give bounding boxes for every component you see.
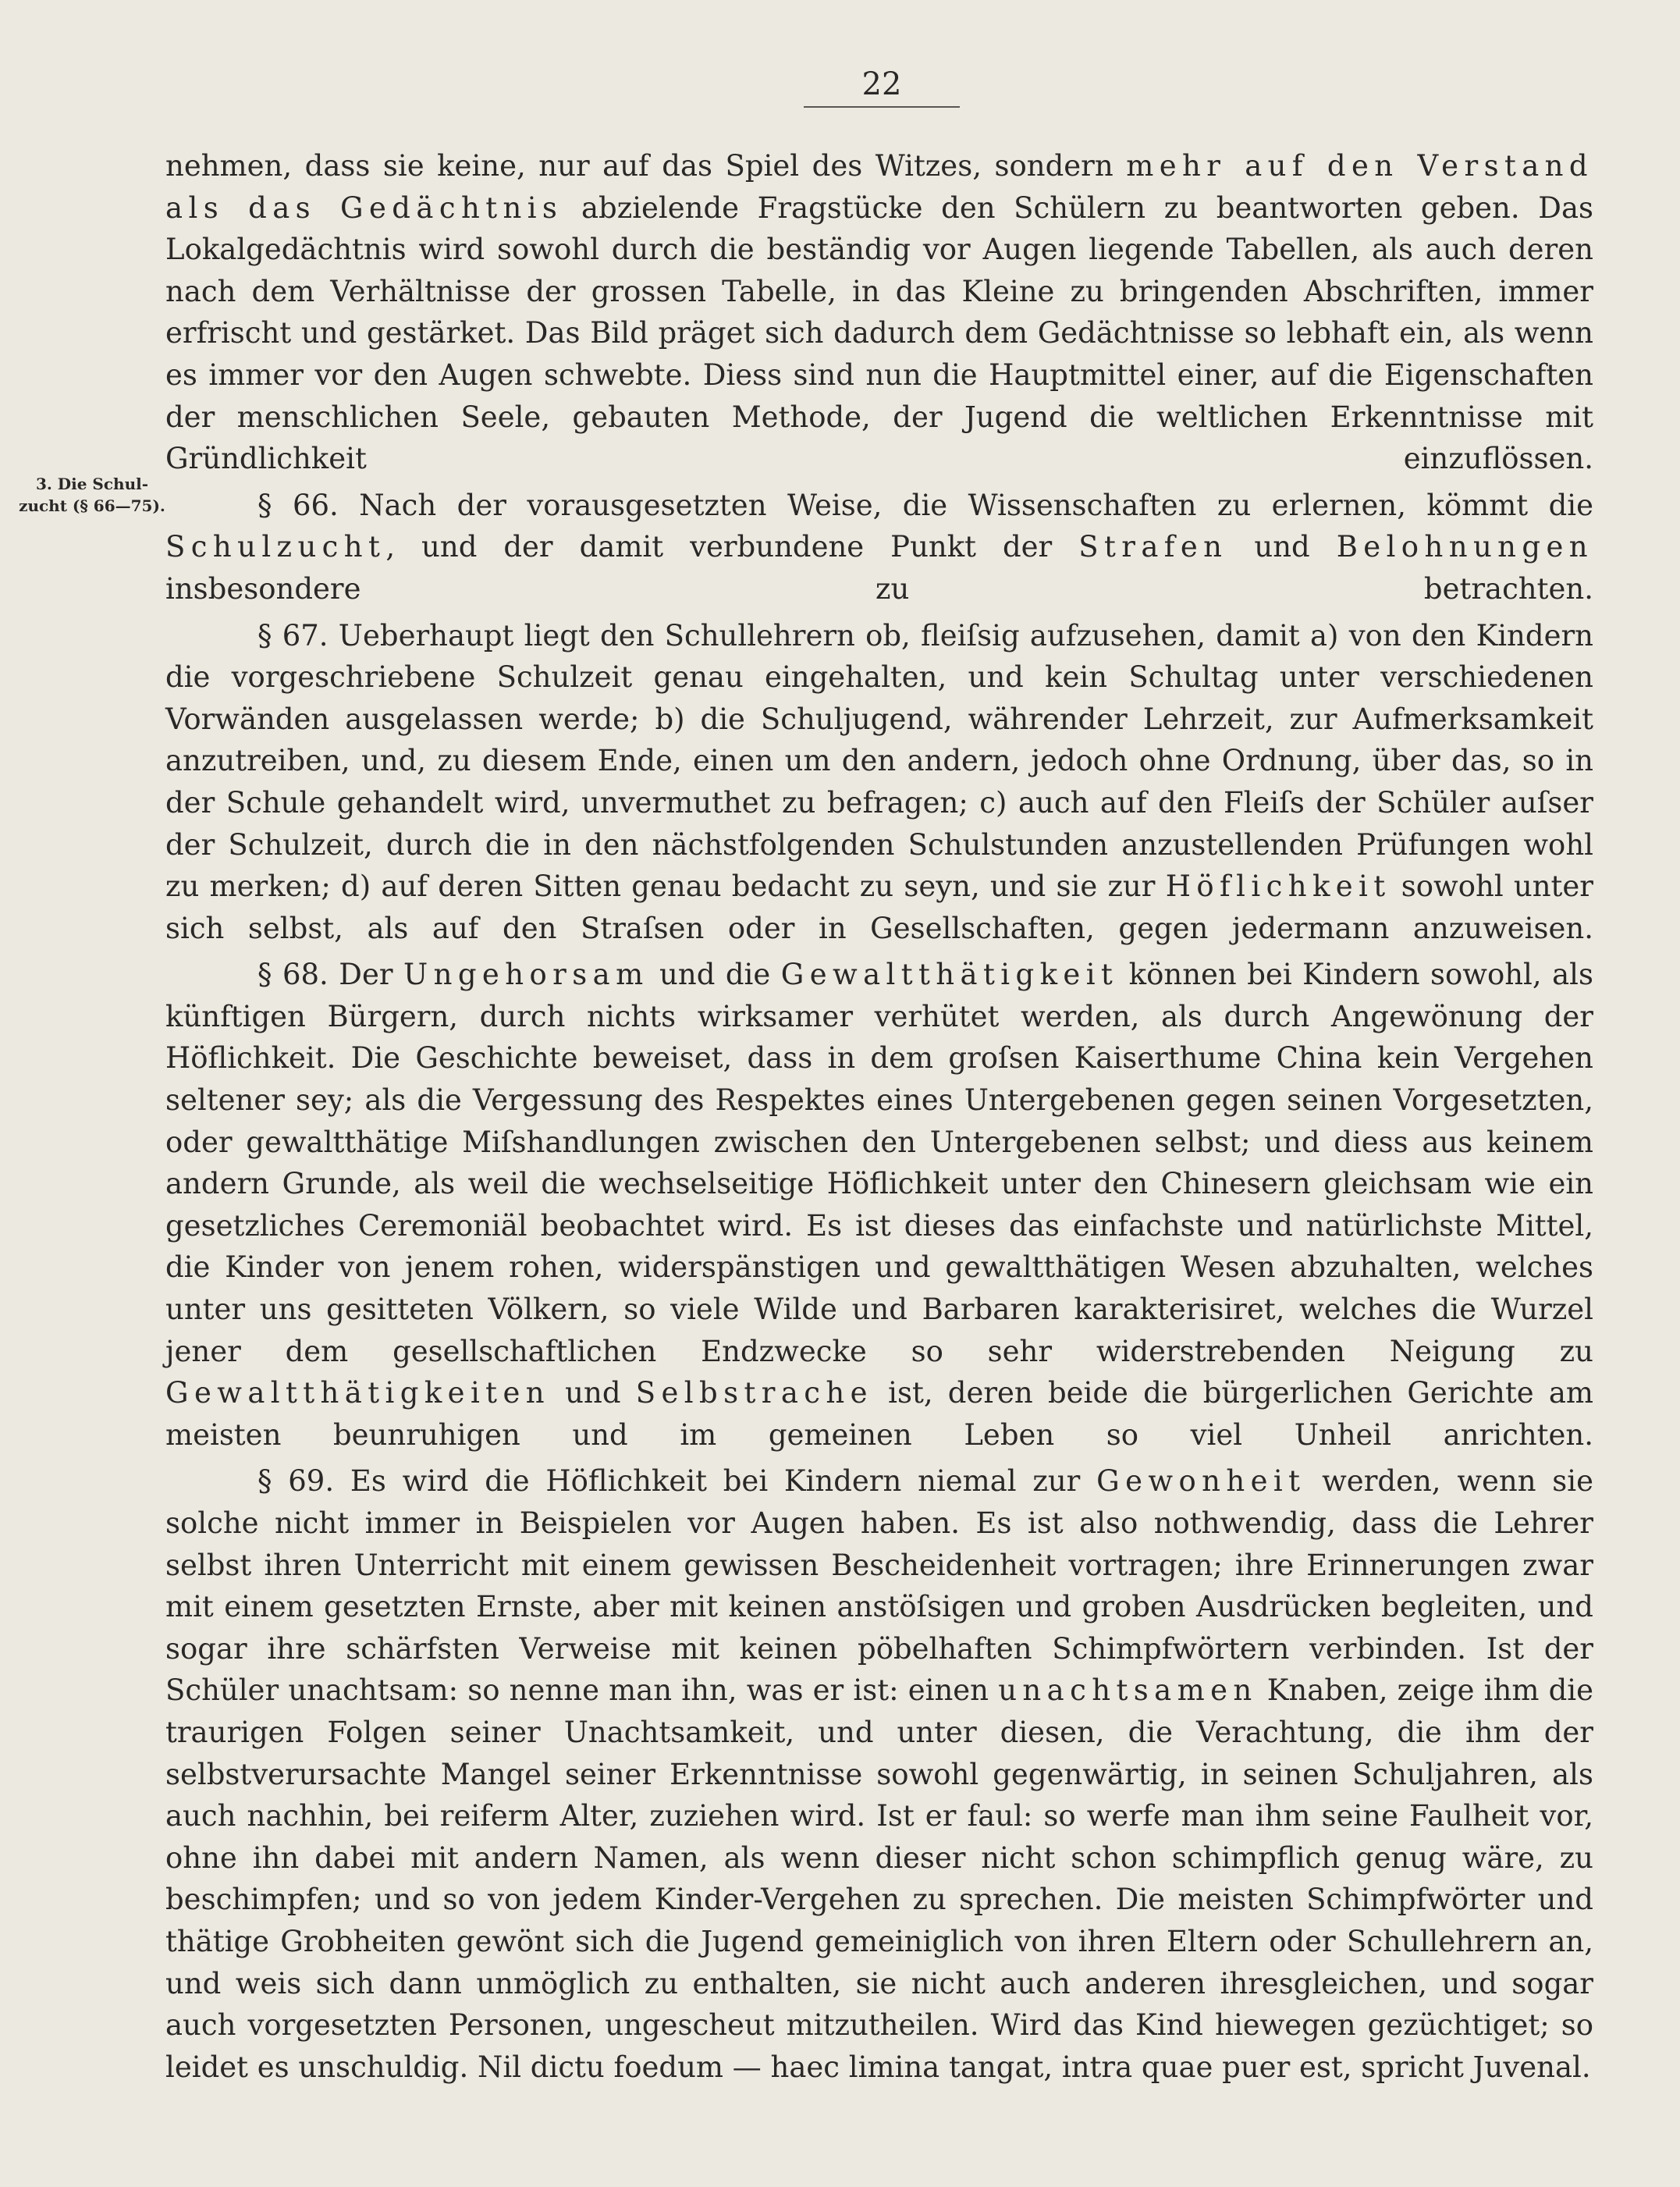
text-run: ist, deren beide die bürgerlichen Gerichte am meisten beunruhigen und im gemeinen Leben so viel Unheil anrichten. — [165, 1376, 1593, 1452]
margin-note — [14, 473, 170, 517]
spaced-emphasis: Schulzucht — [165, 530, 386, 564]
spaced-emphasis: Ungehorsam — [403, 958, 649, 992]
text-run: insbesondere zu betrachten. — [165, 571, 1593, 606]
spaced-emphasis: Gewaltthätigkeit — [780, 958, 1119, 992]
paragraph-67 — [165, 615, 1593, 950]
text-run: § 69. Es wird die Höflichkeit bei Kindern niemal zur — [258, 1464, 1097, 1499]
text-run: nehmen, dass sie keine, nur auf das Spiel des Witzes, sondern — [165, 149, 1127, 183]
paragraph-69 — [165, 1460, 1593, 2088]
text-run: sowohl unter sich selbst, als auf den Straſsen oder in Gesellschaften, gegen jedermann anzuweisen. — [165, 869, 1593, 945]
header-rule — [804, 106, 960, 108]
spaced-emphasis: Strafen — [1078, 530, 1228, 564]
text-run: und — [549, 1376, 636, 1410]
margin-note-line-1: 3. Die Schul- — [35, 475, 149, 493]
margin-note-line-2: zucht (§ 66—75). — [19, 496, 165, 515]
text-run: § 66. Nach der vorausgesetzten Weise, die Wissenschaften zu erlernen, kömmt die — [258, 488, 1593, 522]
text-run: abzielende Fragstücke den Schülern zu beantworten geben. Das Lokalgedächtnis wird sowohl durch die beständig vor Augen liegende Tabellen, als auch deren nach dem Verhältnisse der grossen Tabelle, in das Kleine zu bringenden Abschriften, immer erfrischt und gestärket. Das Bild präget sich dadurch dem Gedächtnisse so lebhaft ein, als wenn es immer vor den Augen schwebte. Diess sind nun die Hauptmittel einer, auf die Eigenschaften der menschlichen Seele, gebauten Methode, der Jugend die weltlichen Erkenntnisse mit Gründlichkeit einzuflössen. — [165, 190, 1593, 476]
spaced-emphasis: Belohnungen — [1336, 530, 1594, 564]
spaced-emphasis: mehr auf den Verstand als das Gedächtnis — [165, 149, 1593, 225]
spaced-emphasis: Gewaltthätigkeiten — [165, 1376, 550, 1410]
spaced-emphasis: Höflichkeit — [1165, 869, 1391, 904]
text-run: Knaben, zeige ihm die traurigen Folgen seiner Unachtsamkeit, und unter diesen, die Verachtung, die ihm der selbstverursachte Mangel seiner Erkenntnisse sowohl gegenwärtig, in seinen Schuljahren, als auch nachhin, bei reiferm Alter, zuziehen wird. Ist er faul: so werfe man ihm seine Faulheit vor, ohne ihn dabei mit andern Namen, als wenn dieser nicht schon schimpflich genug wäre, zu beschimpfen; und so von jedem Kinder-Vergehen zu sprechen. Die meisten Schimpfwörter und thätige Grobheiten gewönt sich die Jugend gemeiniglich von ihren Eltern oder Schullehrern an, und weis sich dann unmöglich zu enthalten, sie nicht auch anderen ihresgleichen, und sogar auch vorgesetzten Personen, ungescheut mitzutheilen. Wird das Kind hiewegen gezüchtiget; so leidet es unschuldig. Nil dictu foedum — haec limina tangat, intra quae puer est, spricht Juvenal. — [165, 1673, 1593, 2084]
paragraph-66 — [165, 485, 1593, 610]
spaced-emphasis: Gewonheit — [1096, 1464, 1306, 1499]
text-run: und die — [648, 958, 781, 992]
text-run: werden, wenn sie solche nicht immer in Beispielen vor Augen haben. Es ist also nothwendig, dass die Lehrer selbst ihren Unterricht mit einem gewissen Bescheidenheit vortragen; ihre Erinnerungen zwar mit einem gesetzten Ernste, aber mit keinen anstöſsigen und groben Ausdrücken begleiten, und sogar ihre schärfsten Verweise mit keinen pöbelhaften Schimpfwörtern verbinden. Ist der Schüler unachtsam: so nenne man ihn, was er ist: einen — [165, 1464, 1594, 1708]
paragraph-continuation — [165, 145, 1593, 480]
text-run: und — [1227, 530, 1337, 564]
text-run: § 67. Ueberhaupt liegt den Schullehrern ob, fleiſsig aufzusehen, damit a) von den Kindern die vorgeschriebene Schulzeit genau eingehalten, und kein Schultag unter verschiedenen Vorwänden ausgelassen werde; b) die Schuljugend, währender Lehrzeit, zur Aufmerksamkeit anzutreiben, und, zu diesem Ende, einen um den andern, jedoch ohne Ordnung, über das, so in der Schule gehandelt wird, unvermuthet zu befragen; c) auch auf den Fleiſs der Schüler auſser der Schulzeit, durch die in den nächstfolgenden Schulstunden anzustellenden Prüfungen wohl zu merken; d) auf deren Sitten genau bedacht zu seyn, und sie zur — [165, 618, 1593, 904]
text-run: § 68. Der — [258, 958, 404, 992]
body-text — [165, 145, 1593, 2093]
spaced-emphasis: Selbstrache — [635, 1376, 873, 1410]
text-run: können bei Kindern sowohl, als künftigen Bürgern, durch nichts wirksamer verhütet werden, als durch Angewönung der Höflichkeit. Die Geschichte beweiset, dass in dem groſsen Kaiserthume China kein Vergehen seltener sey; als die Vergessung des Respektes eines Untergebenen gegen seinen Vorgesetzten, oder gewaltthätige Miſshandlungen zwischen den Untergebenen selbst; und diess aus keinem andern Grunde, als weil die wechselseitige Höflichkeit unter den Chinesern gleichsam wie ein gesetzliches Ceremoniäl beobachtet wird. Es ist dieses das einfachste und natürlichste Mittel, die Kinder von jenem rohen, widerspänstigen und gewaltthätigen Wesen abzuhalten, welches unter uns gesitteten Völkern, so viele Wilde und Barbaren karakterisiret, welches die Wurzel jener dem gesellschaftlichen Endzwecke so sehr widerstrebenden Neigung zu — [165, 958, 1593, 1368]
paragraph-68 — [165, 954, 1593, 1456]
page-number: 22 — [861, 66, 902, 102]
spaced-emphasis: unachtsamen — [998, 1673, 1258, 1708]
text-run: , und der damit verbundene Punkt der — [385, 530, 1079, 564]
